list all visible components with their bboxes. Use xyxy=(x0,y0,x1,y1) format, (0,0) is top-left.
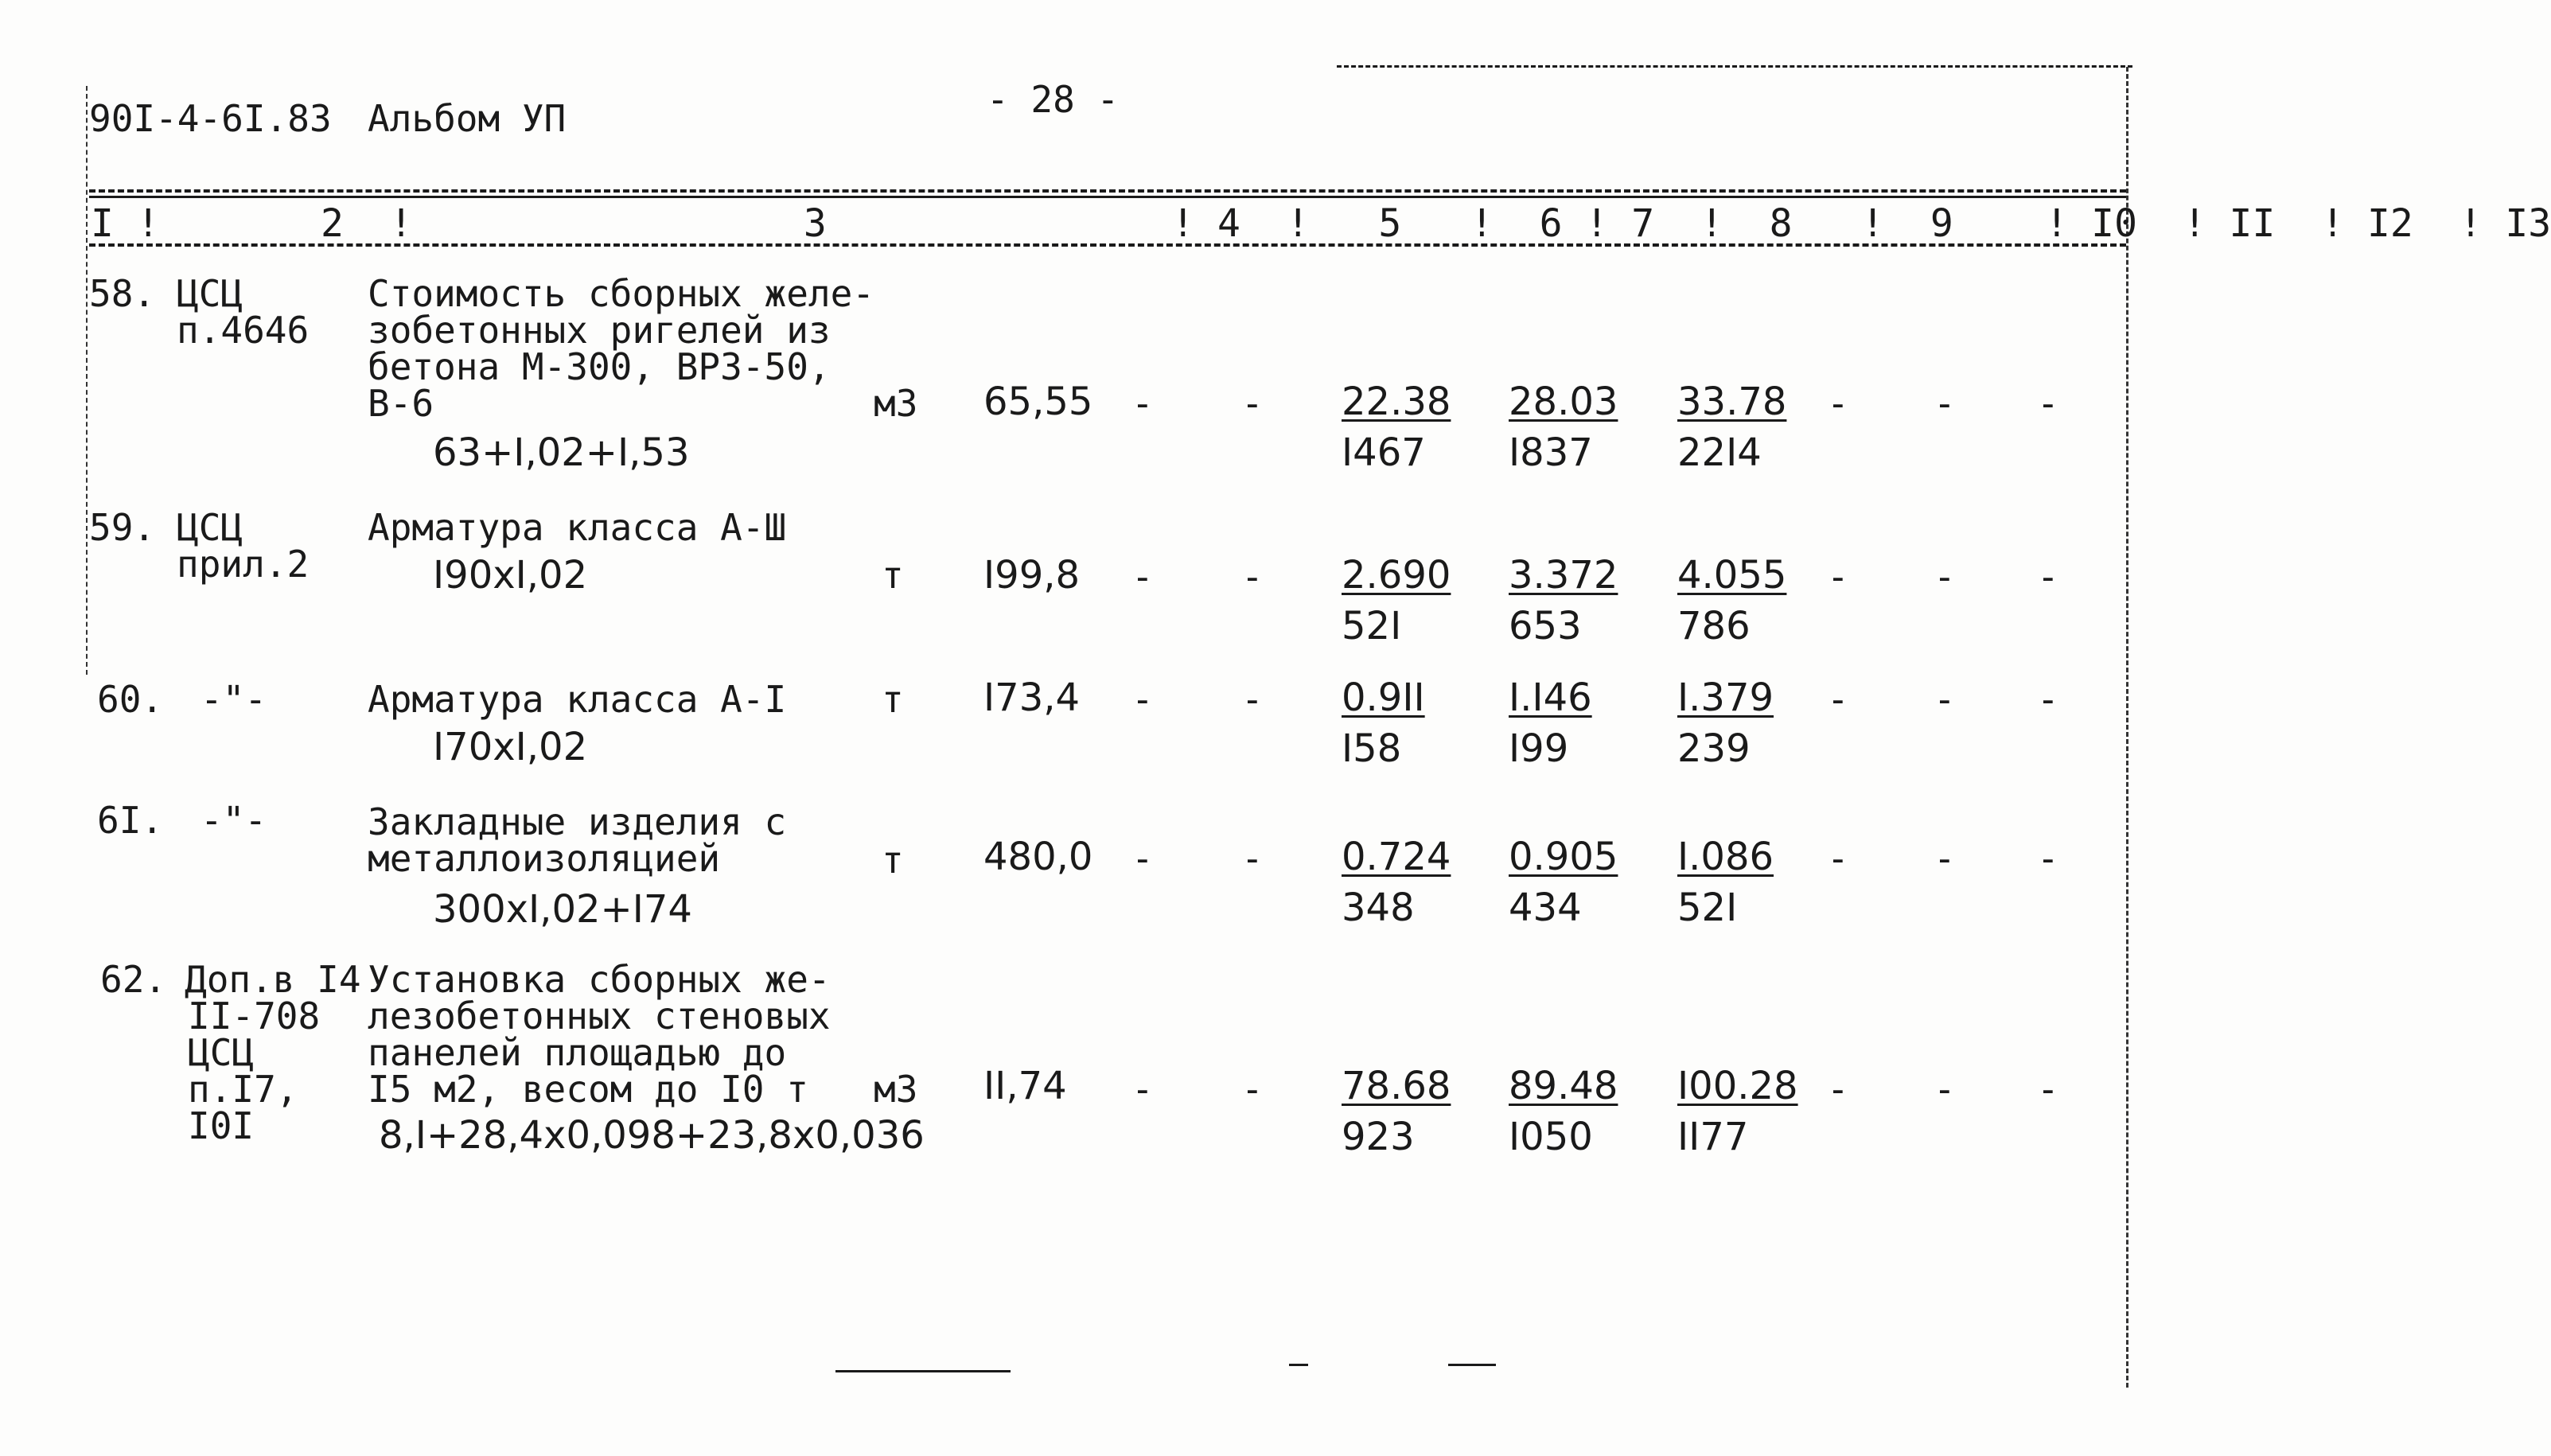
row-col13: - xyxy=(2037,555,2059,598)
row-quantity: I99,8 xyxy=(983,553,1081,598)
row-description: Установка сборных же- xyxy=(368,958,831,1001)
row-col9-rate: 3.372 xyxy=(1509,553,1618,598)
row-col10-rate: I00.28 xyxy=(1677,1064,1798,1108)
row-col7: - xyxy=(1241,1068,1264,1111)
row-col13: - xyxy=(2037,382,2059,425)
row-unit: т xyxy=(882,554,904,597)
row-col13: - xyxy=(2037,837,2059,880)
row-col7: - xyxy=(1241,555,1264,598)
row-number: 62. xyxy=(100,958,167,1001)
row-col11: - xyxy=(1827,678,1849,721)
row-col10-total: 239 xyxy=(1677,726,1751,771)
row-formula: 300xI,02+I74 xyxy=(433,887,692,932)
row-col7: - xyxy=(1241,678,1264,721)
row-reference: прил.2 xyxy=(177,543,310,586)
row-unit: т xyxy=(882,678,904,721)
row-reference: Доп.в I4 xyxy=(185,958,361,1001)
page-number: - 28 - xyxy=(987,78,1120,121)
row-reference: п.I7, xyxy=(188,1068,298,1111)
row-col8-total: 52I xyxy=(1342,604,1402,648)
row-col10-rate: I.086 xyxy=(1677,835,1774,879)
row-description: Арматура класса А-Ш xyxy=(368,506,787,549)
row-col11: - xyxy=(1827,1068,1849,1111)
row-description: Арматура класса А-I xyxy=(368,678,787,721)
row-col10-total: II77 xyxy=(1677,1115,1749,1159)
row-col9-total: 434 xyxy=(1509,886,1582,930)
row-number: 59. xyxy=(89,506,156,549)
header-rule-top xyxy=(89,189,2126,193)
row-reference: II-708 xyxy=(188,995,321,1037)
frame-right-edge xyxy=(2126,67,2128,1388)
row-reference: I0I xyxy=(188,1104,255,1147)
row-col10-total: 786 xyxy=(1677,604,1751,648)
row-description: зобетонных ригелей из xyxy=(368,309,831,352)
row-col7: - xyxy=(1241,837,1264,880)
row-reference: п.4646 xyxy=(177,309,310,352)
row-number: 6I. xyxy=(97,799,164,842)
row-col10-rate: I.379 xyxy=(1677,675,1774,720)
row-description: Стоимость сборных желе- xyxy=(368,272,874,315)
row-col8-total: I467 xyxy=(1342,430,1426,475)
row-col8-rate: 2.690 xyxy=(1342,553,1451,598)
row-formula: 63+I,02+I,53 xyxy=(433,430,690,475)
row-col9-total: 653 xyxy=(1509,604,1582,648)
row-col12: - xyxy=(1934,555,1956,598)
row-reference: ЦСЦ xyxy=(177,506,243,549)
row-description: панелей площадью до xyxy=(368,1031,787,1074)
row-col9-total: I99 xyxy=(1509,726,1569,771)
row-description: Закладные изделия с xyxy=(368,800,787,843)
row-col12: - xyxy=(1934,1068,1956,1111)
frame-top-dash xyxy=(1337,65,2132,68)
row-col6: - xyxy=(1131,678,1154,721)
row-col8-total: 923 xyxy=(1342,1115,1415,1159)
row-quantity: 65,55 xyxy=(983,380,1093,424)
row-col6: - xyxy=(1131,837,1154,880)
row-col10-total: 22I4 xyxy=(1677,430,1762,475)
row-number: 60. xyxy=(97,678,164,721)
row-col7: - xyxy=(1241,382,1264,425)
row-number: 58. xyxy=(89,272,156,315)
row-description: бетона М-300, ВРЗ-50, xyxy=(368,345,831,388)
row-col12: - xyxy=(1934,382,1956,425)
row-reference: -"- xyxy=(201,799,267,842)
row-col12: - xyxy=(1934,678,1956,721)
row-col10-rate: 33.78 xyxy=(1677,380,1787,424)
row-unit: т xyxy=(882,839,904,882)
row-description: I5 м2, весом до I0 т xyxy=(368,1068,808,1111)
row-col8-rate: 0.9II xyxy=(1342,675,1425,720)
row-col12: - xyxy=(1934,837,1956,880)
header-rule-bottom xyxy=(89,243,2126,247)
scan-artifact-line xyxy=(835,1370,1011,1372)
row-unit: м3 xyxy=(874,1068,918,1111)
row-col8-rate: 78.68 xyxy=(1342,1064,1451,1108)
row-col6: - xyxy=(1131,382,1154,425)
row-col6: - xyxy=(1131,1068,1154,1111)
row-description: металлоизоляцией xyxy=(368,837,721,880)
row-reference: ЦСЦ xyxy=(188,1031,255,1074)
album-label: Альбом УП xyxy=(368,97,567,140)
row-reference: -"- xyxy=(201,678,267,721)
row-col9-rate: 28.03 xyxy=(1509,380,1618,424)
row-col11: - xyxy=(1827,382,1849,425)
row-col9-rate: 89.48 xyxy=(1509,1064,1618,1108)
scan-artifact-line xyxy=(1289,1364,1308,1366)
row-col9-total: I050 xyxy=(1509,1115,1593,1159)
row-col11: - xyxy=(1827,837,1849,880)
row-col10-total: 52I xyxy=(1677,886,1738,930)
row-col8-total: 348 xyxy=(1342,886,1415,930)
row-col9-total: I837 xyxy=(1509,430,1593,475)
row-formula: I90xI,02 xyxy=(433,553,588,598)
header-rule-top-2 xyxy=(89,196,2126,198)
row-formula: I70xI,02 xyxy=(433,725,588,769)
row-col9-rate: I.I46 xyxy=(1509,675,1592,720)
row-formula: 8,I+28,4x0,098+23,8x0,036 xyxy=(379,1113,925,1158)
scan-artifact-line xyxy=(1448,1364,1496,1366)
row-col11: - xyxy=(1827,555,1849,598)
row-col8-rate: 22.38 xyxy=(1342,380,1451,424)
column-header-row: I ! 2 ! 3 ! 4 ! 5 ! 6 ! 7 ! 8 ! 9 ! I0 ! II ! I2 ! I3 xyxy=(91,201,2551,246)
row-col10-rate: 4.055 xyxy=(1677,553,1787,598)
row-description: В-6 xyxy=(368,382,434,425)
row-col9-rate: 0.905 xyxy=(1509,835,1618,879)
row-col6: - xyxy=(1131,555,1154,598)
row-col13: - xyxy=(2037,1068,2059,1111)
row-quantity: I73,4 xyxy=(983,675,1081,720)
row-unit: м3 xyxy=(874,382,918,425)
row-col13: - xyxy=(2037,678,2059,721)
row-quantity: 480,0 xyxy=(983,835,1093,879)
row-col8-rate: 0.724 xyxy=(1342,835,1451,879)
row-quantity: II,74 xyxy=(983,1064,1067,1108)
document-code: 90I-4-6I.83 xyxy=(89,97,332,140)
frame-left-edge xyxy=(86,86,88,675)
row-col8-total: I58 xyxy=(1342,726,1402,771)
row-reference: ЦСЦ xyxy=(177,272,243,315)
row-description: лезобетонных стеновых xyxy=(368,995,831,1037)
